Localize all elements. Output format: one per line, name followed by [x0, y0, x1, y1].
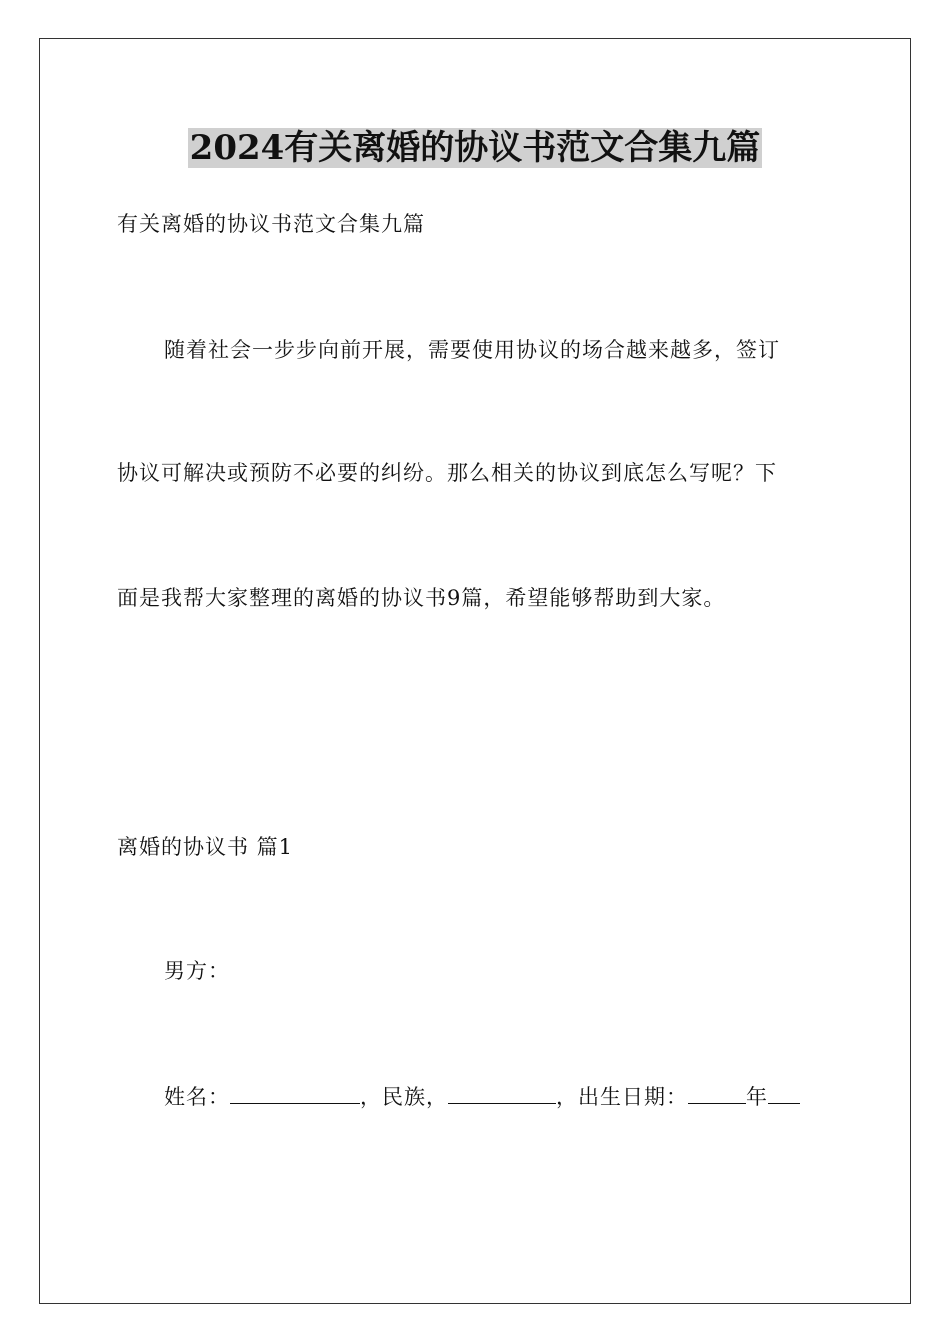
document-title — [0, 124, 950, 172]
birth-date-label: ，出生日期： — [556, 1085, 688, 1109]
name-label: 姓名： — [164, 1085, 230, 1109]
year-label: 年 — [746, 1085, 768, 1109]
ethnicity-blank[interactable] — [448, 1081, 556, 1104]
intro-line-1: 随着社会一步步向前开展，需要使用协议的场合越来越多，签订 — [164, 338, 780, 362]
intro-line-2: 协议可解决或预防不必要的纠纷。那么相关的协议到底怎么写呢？下 — [117, 461, 777, 485]
form-line-personal-info — [164, 1081, 800, 1112]
name-blank[interactable] — [230, 1081, 360, 1104]
document-subtitle: 有关离婚的协议书范文合集九篇 — [117, 212, 425, 236]
section-heading: 离婚的协议书 篇1 — [117, 835, 294, 859]
ethnicity-label: ，民族， — [360, 1085, 448, 1109]
birth-month-blank[interactable] — [768, 1081, 800, 1104]
document-title-text: 2024有关离婚的协议书范文合集九篇 — [189, 128, 761, 168]
intro-line-3: 面是我帮大家整理的离婚的协议书9篇，希望能够帮助到大家。 — [117, 586, 726, 610]
birth-year-blank[interactable] — [688, 1081, 746, 1104]
party-label-male: 男方： — [164, 959, 230, 983]
